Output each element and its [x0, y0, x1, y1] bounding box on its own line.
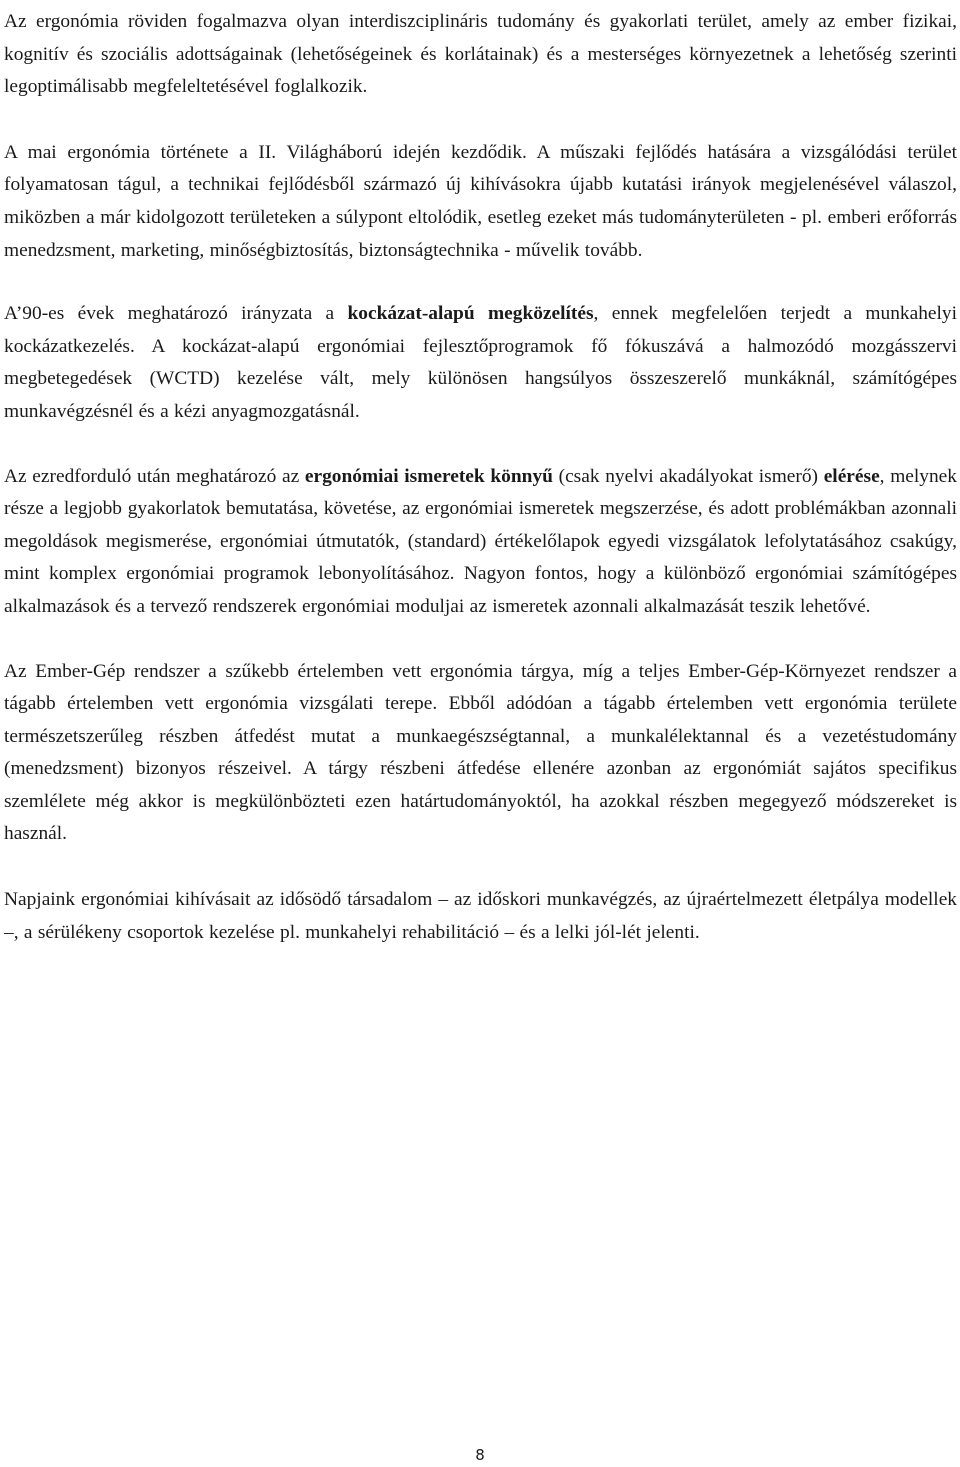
bold-term-ergonomic-knowledge: ergonómiai ismeretek könnyű	[304, 465, 553, 487]
paragraph-text: Az ezredforduló után meghatározó az	[4, 465, 305, 487]
document-page	[4, 6, 957, 949]
paragraph-text: Az ergonómia röviden fogalmazva olyan interdiszciplináris tudomány és gyakorlati terület, amely az ember fizikai, kognitív és szociális adottságainak (lehetőségeinek és korlátainak) és a mesterséges környezetnek a lehetőség szerinti legoptimálisabb megfeleltetésével foglalkozik.	[4, 11, 957, 98]
paragraph-text: , ennek megfelelően terjedt a munkahelyi kockázatkezelés. A kockázat-alapú ergonómiai fejlesztőprogramok fő fókuszává a halmozódó mozgásszervi megbetegedések (WCTD) kezelése vált, mely különösen hangsúlyos összeszerelő munkáknál, számítógépes munkavégzésnél és a kézi anyagmozgatásnál.	[4, 303, 957, 422]
bold-term-risk-based-approach: kockázat-alapú megközelítés	[347, 303, 594, 325]
paragraph-ergonomics-definition	[4, 6, 957, 104]
paragraph-history	[4, 137, 957, 267]
page-number: 8	[475, 1446, 485, 1464]
bold-term-access: elérése	[823, 465, 880, 487]
paragraph-text: A’90-es évek meghatározó irányzata a	[4, 303, 348, 325]
paragraph-human-machine-system	[4, 656, 957, 852]
paragraph-text: A mai ergonómia története a II. Világháború idején kezdődik. A műszaki fejlődés hatására a vizsgálódási terület folyamatosan tágul, a technikai fejlődésből származó új kihívásokra újabb kutatási irányok megjelenésével válaszol, miközben a már kidolgozott területeken a súlypont eltolódik, esetleg ezeket más tudományterületen - pl. emberi erőforrás menedzsment, marketing, minőségbiztosítás, biztonságtechnika - művelik tovább.	[4, 141, 957, 261]
paragraph-text: (csak nyelvi akadályokat ismerő)	[552, 465, 824, 487]
paragraph-text: Az Ember-Gép rendszer a szűkebb értelemben vett ergonómia tárgya, míg a teljes Ember-Gép-Környezet rendszer a tágabb értelemben vett ergonómia vizsgálati terepe. Ebből adódóan a tágabb értelemben vett ergonómia területe természetszerűleg részben átfedést mutat a munkaegészségtannal, a munkalélektannal és a vezetéstudomány (menedzsment) bizonyos részeivel. A tárgy részbeni átfedése ellenére azonban az ergonómiát sajátos specifikus szemlélete még akkor is megkülönbözteti ezen határtudományoktól, ha azokkal részben megegyező módszereket is használ.	[4, 660, 957, 845]
paragraph-knowledge-access	[4, 461, 957, 624]
paragraph-current-challenges	[4, 884, 957, 949]
paragraph-text: Napjaink ergonómiai kihívásait az idősödő társadalom – az időskori munkavégzés, az újraértelmezett életpálya modellek –, a sérülékeny csoportok kezelése pl. munkahelyi rehabilitáció – és a lelki jól-lét jelenti.	[4, 889, 957, 943]
paragraph-text: , melynek része a legjobb gyakorlatok bemutatása, követése, az ergonómiai ismeretek megszerzése, és adott problémákban azonnali megoldások megismerése, ergonómiai útmutatók, (standard) értékelőlapok egyedi vizsgálatok lefolytatásához csakúgy, mint komplex ergonómiai programok lebonyolításához. Nagyon fontos, hogy a különböző ergonómiai számítógépes alkalmazások és a tervező rendszerek ergonómiai moduljai az ismeretek azonnali alkalmazását teszik lehetővé.	[4, 465, 957, 617]
paragraph-risk-based-approach	[4, 298, 957, 428]
